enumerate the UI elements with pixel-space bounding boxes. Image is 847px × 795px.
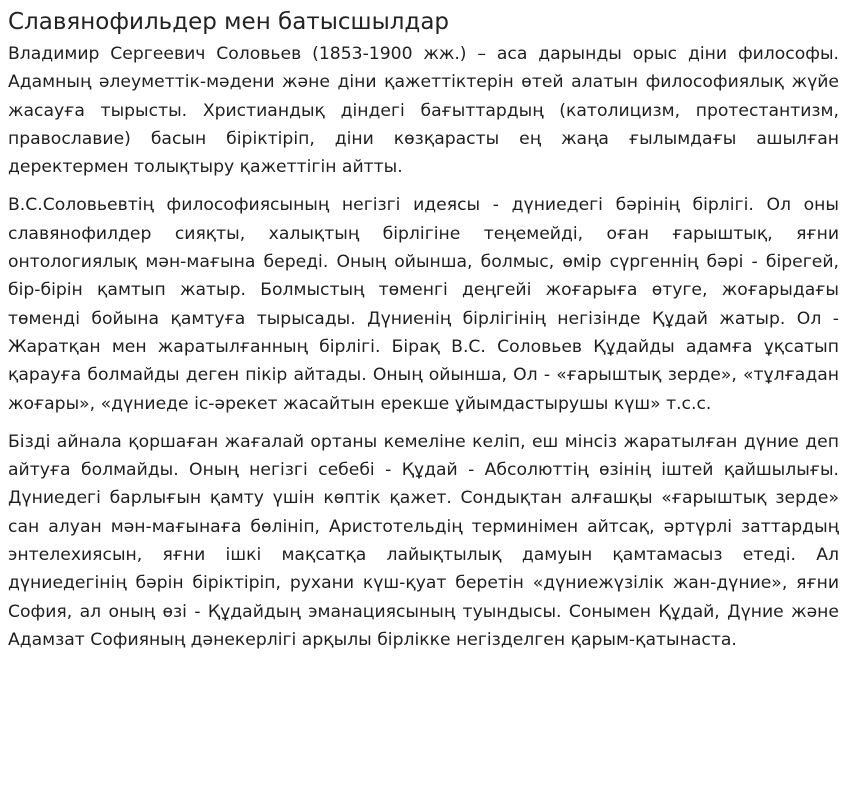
paragraph-3: Бізді айнала қоршаған жағалай ортаны кемеліне келіп, еш мінсіз жаратылған дүние деп айтуға болмайды. Оның негізгі себебі - Құдай - Абсолюттің өзінің іштей қайшылығы. Дүниедегі барлығын қамту үшін көптік қажет. Сондықтан алғашқы «ғарыштық зерде» сан алуан мән-мағынаға бөлініп, Аристотельдің терминімен айтсақ, әртүрлі заттардың энтелехиясын, яғни ішкі мақсатқа лайықтылық дамуын қамтамасыз етеді. Ал дүниедегінің бәрін біріктіріп, рухани күш-қуат беретін «дүниежүзілік жан-дүние», яғни София, ал оның өзі - Құдайдың эманациясының туындысы. Сонымен Құдай, Дүние және Адамзат Софияның дәнекерлігі арқылы бірлікке негізделген қарым-қатынаста. — [8, 431, 839, 650]
paragraph-1: Владимир Сергеевич Соловьев (1853-1900 жж.) – аса дарынды орыс діни философы. Адамның әлеуметтік-мәдени және діни қажеттіктерін өтей алатын философиялық жүйе жасауға тырысты. Христиандық діндегі бағыттардың (католицизм, протестантизм, православие) басын біріктіріп, діни көзқарасты ең жаңа ғылымдағы ашылған деректермен толықтыру қажеттігін айтты. — [8, 44, 839, 178]
paragraph-2: В.С.Соловьевтің философиясының негізгі идеясы - дүниедегі бәрінің бірлігі. Ол оны славянофилдер сияқты, халықтың бірлігіне теңемейді, оған ғарыштық, яғни онтологиялық мән-мағына береді. Оның ойынша, болмыс, өмір сүргеннің бәрі - бірегей, бір-бірін қамтып жатыр. Болмыстың төменгі деңгейі жоғарыға өтуге, жоғарыдағы төменді бойына қамтуға тырысады. Дүниенің бірлігінің негізінде Құдай жатыр. Ол - Жаратқан мен жаратылғанның бірлігі. Бірақ В.С. Соловьев Құдайды адамға ұқсатып қарауға болмайды деген пікір айтады. Оның ойынша, Ол - «ғарыштық зерде», «тұлғадан жоғары», «дүниеде іс-әрекет жасайтын ерекше ұйымдастырушы күш» т.с.с. — [8, 195, 839, 414]
article-title: Славянофильдер мен батысшылдар — [8, 9, 450, 35]
